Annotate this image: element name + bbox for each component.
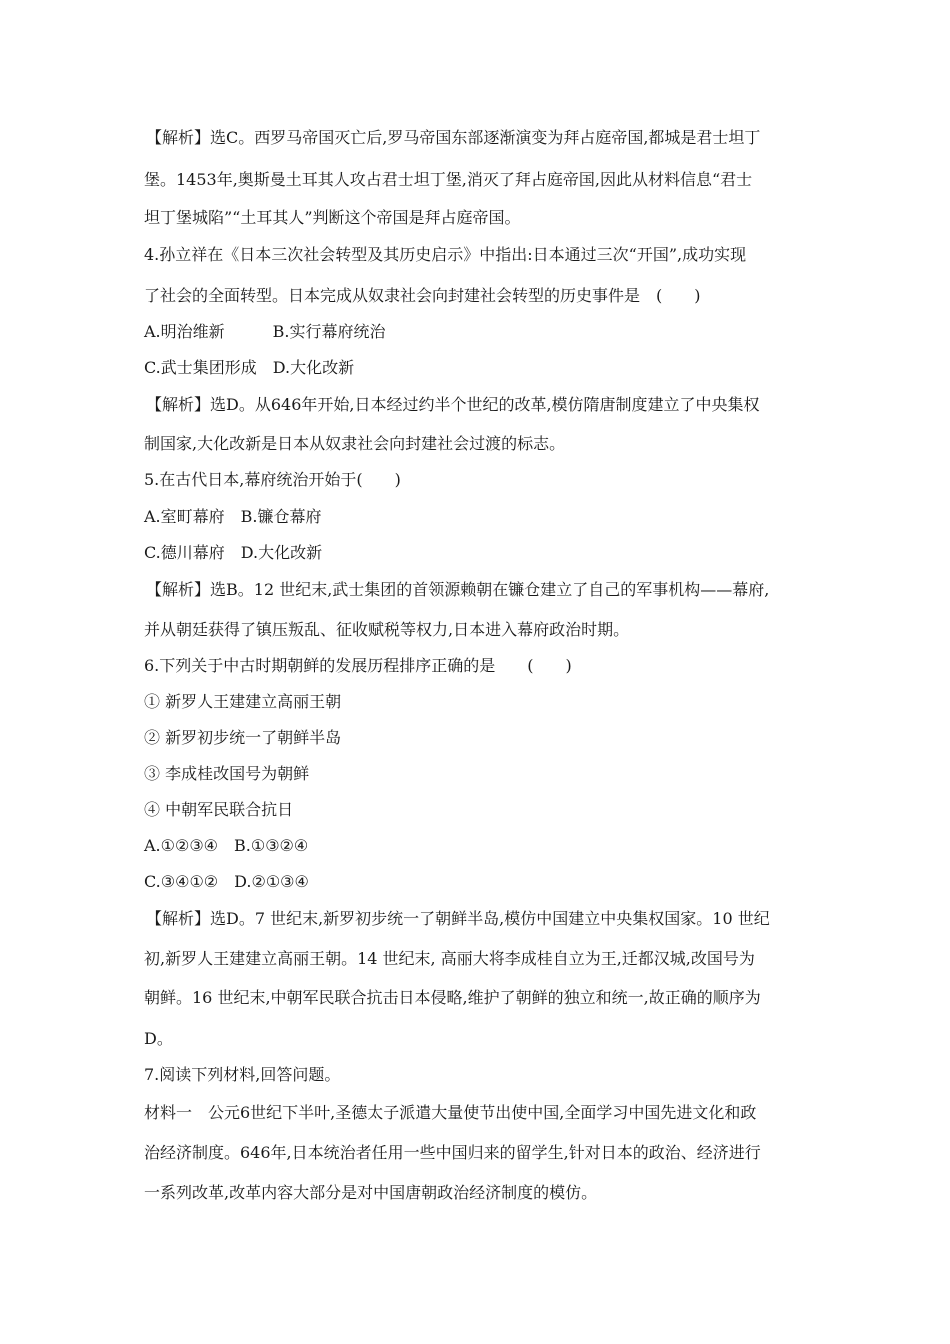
q5-option-row-2: C.德川幕府 D.大化改新 [144,543,323,562]
q4-stem-line-2: 了社会的全面转型。日本完成从奴隶社会向封建社会转型的历史事件是 ( ) [144,286,701,305]
q4-analysis-line-2: 制国家,大化改新是日本从奴隶社会向封建社会过渡的标志。 [144,434,566,453]
q3-analysis-line-2: 堡。1453年,奥斯曼土耳其人攻占君士坦丁堡,消灭了拜占庭帝国,因此从材料信息“君士 [144,170,753,189]
q6-analysis-line-1: 【解析】选D。7 世纪末,新罗初步统一了朝鲜半岛,模仿中国建立中央集权国家。10 世纪 [146,909,770,928]
q6-item-1: ① 新罗人王建建立高丽王朝 [144,692,342,711]
q5-analysis-line-2: 并从朝廷获得了镇压叛乱、征收赋税等权力,日本进入幕府政治时期。 [144,620,630,639]
q6-item-3: ③ 李成桂改国号为朝鲜 [144,764,310,783]
q6-analysis-line-4: D。 [144,1029,173,1048]
q6-analysis-line-2: 初,新罗人王建建立高丽王朝。14 世纪末, 高丽大将李成桂自立为王,迁都汉城,改国号为 [144,949,755,968]
q5-stem: 5.在古代日本,幕府统治开始于( ) [144,470,401,489]
q5-option-row-1: A.室町幕府 B.镰仓幕府 [144,507,322,526]
q7-stem: 7.阅读下列材料,回答问题。 [144,1065,341,1084]
q7-material-line-3: 一系列改革,改革内容大部分是对中国唐朝政治经济制度的模仿。 [144,1183,598,1202]
q4-stem-line-1: 4.孙立祥在《日本三次社会转型及其历史启示》中指出:日本通过三次“开国”,成功实现 [144,245,747,264]
q6-item-2: ② 新罗初步统一了朝鲜半岛 [144,728,342,747]
q6-analysis-line-3: 朝鲜。16 世纪末,中朝军民联合抗击日本侵略,维护了朝鲜的独立和统一,故正确的顺序为 [144,988,761,1007]
q7-material-line-2: 治经济制度。646年,日本统治者任用一些中国归来的留学生,针对日本的政治、经济进行 [144,1143,761,1162]
q6-item-4: ④ 中朝军民联合抗日 [144,800,294,819]
q4-analysis-line-1: 【解析】选D。从646年开始,日本经过约半个世纪的改革,模仿隋唐制度建立了中央集权 [146,395,760,414]
q6-stem: 6.下列关于中古时期朝鲜的发展历程排序正确的是 ( ) [144,656,572,675]
q4-option-row-1: A.明治维新 B.实行幕府统治 [144,322,386,341]
q6-option-row-2: C.③④①② D.②①③④ [144,872,309,891]
q4-option-row-2: C.武士集团形成 D.大化改新 [144,358,355,377]
q3-analysis-line-3: 坦丁堡城陷”“土耳其人”判断这个帝国是拜占庭帝国。 [144,208,521,227]
q5-analysis-line-1: 【解析】选B。12 世纪末,武士集团的首领源赖朝在镰仓建立了自己的军事机构——幕府, [146,580,770,599]
q3-analysis-line-1: 【解析】选C。西罗马帝国灭亡后,罗马帝国东部逐渐演变为拜占庭帝国,都城是君士坦丁 [146,128,761,147]
q7-material-line-1: 材料一 公元6世纪下半叶,圣德太子派遣大量使节出使中国,全面学习中国先进文化和政 [144,1103,757,1122]
q6-option-row-1: A.①②③④ B.①③②④ [144,836,309,855]
